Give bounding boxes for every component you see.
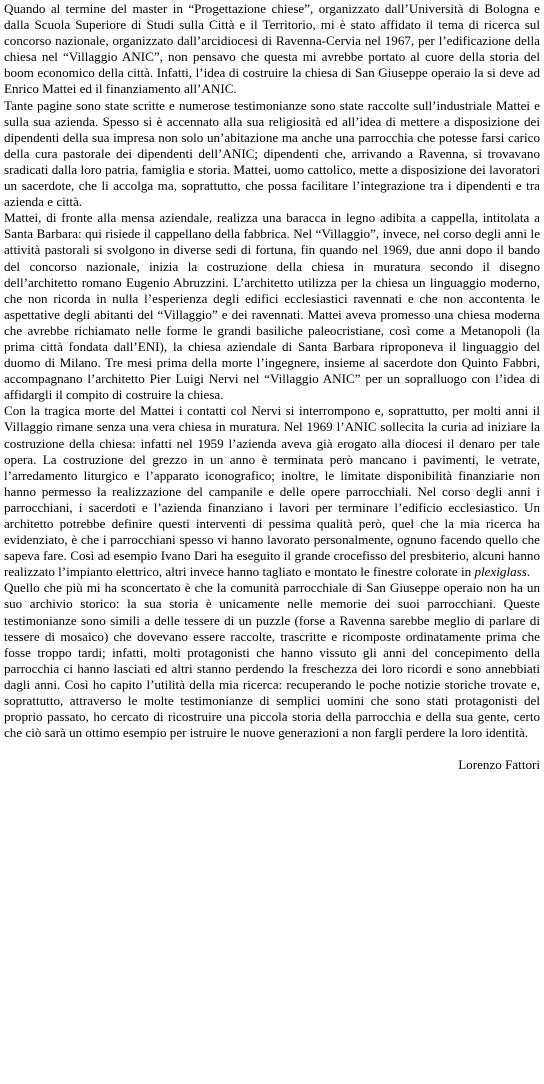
document-page	[4, 1, 540, 773]
author-signature: Lorenzo Fattori	[458, 757, 540, 773]
paragraph-construction	[4, 403, 540, 580]
paragraph-intro: Quando al termine del master in “Progettazione chiese”, organizzato dall’Università di Bologna e dalla Scuola Superiore di Studi sulla Città e il Territorio, mi è stato affidato il tema di ricerca sul concorso nazionale, organizzato dall’arcidiocesi di Ravenna-Cervia nel 1967, per l’edificazione della chiesa nel “Villaggio ANIC”, non pensavo che questa mi avrebbe portato al cuore della storia del boom economico della città. Infatti, l’idea di costruire la chiesa di San Giuseppe operaio la si deve ad Enrico Mattei ed il finanziamento all’ANIC.	[4, 1, 540, 97]
italic-term-plexiglass: plexiglass	[474, 564, 527, 580]
paragraph-construction-text: Con la tragica morte del Mattei i contatti col Nervi si interrompono e, soprattutto, per molti anni il Villaggio rimane senza una vera chiesa in muratura. Nel 1969 l’ANIC sollecita la curia ad iniziare la costruzione della chiesa: infatti nel 1959 l’azienda aveva già erogato alla diocesi il denaro per tale opera. La costruzione del grezzo in un anno è terminata però mancano i pavimenti, le vetrate, l’arredamento liturgico e l’apparato iconografico; inoltre, le limitate disponibilità finanziarie non hanno permesso la realizzazione del campanile e delle opere parrocchiali. Nel corso degli anni i parrocchiani, i sacerdoti e l’azienda finanziano i lavori per terminare l’edificio ecclesiastico. Un architetto potrebbe definire questi interventi di pessima qualità però, quel che la mia ricerca ha evidenziato, è che i parrocchiani spesso vi hanno lavorato personalmente, ognuno facendo quello che sapeva fare. Così ad esempio Ivano Dari ha eseguito il grande crocefisso del presbiterio, alcuni hanno realizzato l’impianto elettrico, altri invece hanno tagliato e montato le finestre colorate in	[4, 403, 540, 580]
paragraph-mattei-testimonies: Tante pagine sono state scritte e numerose testimonianze sono state raccolte sull’industriale Mattei e sulla sua azienda. Spesso si è accennato alla sua religiosità ed all’idea di mettere a disposizione dei dipendenti della sua impresa non solo un’abitazione ma anche una parrocchia che potesse farsi carico della cura pastorale dei dipendenti dell’ANIC; dipendenti che, arrivando a Ravenna, si trovavano sradicati dalla loro patria, famiglia e storia. Mattei, uomo cattolico, mette a disposizione dei lavoratori un sacerdote, che li accolga ma, soprattutto, che possa facilitare l’integrazione tra i dipendenti e tra azienda e città.	[4, 97, 540, 210]
paragraph-archive-and-research: Quello che più mi ha sconcertato è che la comunità parrocchiale di San Giuseppe operaio non ha un suo archivio storico: la sua storia è unicamente nelle memorie dei suoi parrocchiani. Queste testimonianze sono simili a delle tessere di un puzzle (forse a Ravenna sarebbe meglio di parlare di tessere di mosaico) che dovevano essere raccolte, trascritte e ricomposte ordinatamente prima che fosse troppo tardi; infatti, molti protagonisti che hanno vissuto gli anni del concepimento della parrocchia ci hanno lasciati ed altri stanno perdendo la freschezza dei loro ricordi e sono annebbiati dagli anni. Così ho capito l’utilità della mia ricerca: recuperando le poche notizie storiche trovate e, soprattutto, attraverso le molte testimonianze di semplici uomini che sono stati protagonisti del proprio passato, ho cercato di ricostruire una piccola storia della parrocchia e della sua gente, certo che ciò sarà un ottimo esempio per istruire le nuove generazioni a non fargli perdere la loro identità.	[4, 580, 540, 741]
paragraph-chapel-and-church: Mattei, di fronte alla mensa aziendale, realizza una baracca in legno adibita a cappella, intitolata a Santa Barbara: qui risiede il cappellano della fabbrica. Nel “Villaggio”, invece, nel corso degli anni le attività pastorali si svolgono in diverse sedi di fortuna, fin quando nel 1969, due anni dopo il bando del concorso nazionale, inizia la costruzione della chiesa in muratura secondo il disegno dell’architetto romano Eugenio Abruzzini. L’architetto utilizza per la chiesa un linguaggio moderno, che non ricorda in nulla l’esperienza degli edifici ecclesiastici ravennati e che non accontenta le aspettative degli abitanti del “Villaggio” e dei ravennati. Mattei aveva promesso una chiesa moderna che avrebbe richiamato nelle forme le grandi basiliche paleocristiane, così come a Metanopoli (la prima città fondata dall’ENI), la chiesa aziendale di Santa Barbara riproponeva il linguaggio del duomo di Milano. Tre mesi prima della morte l’ingegnere, insieme al sacerdote don Quinto Fabbri, accompagnano l’architetto Pier Luigi Nervi nel “Villaggio ANIC” per un sopralluogo con l’idea di affidargli il compito di costruire la chiesa.	[4, 210, 540, 403]
sentence-period: .	[526, 564, 531, 580]
